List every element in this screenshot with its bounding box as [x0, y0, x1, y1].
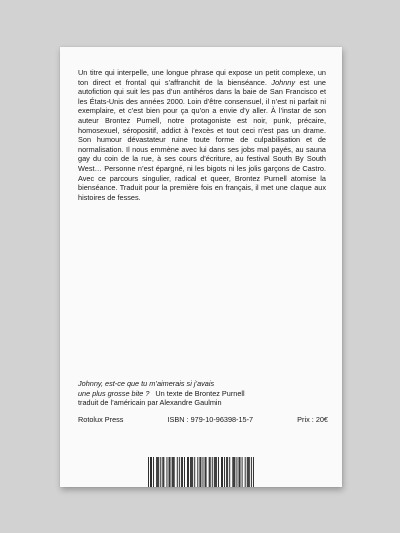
- barcode-bar: [163, 457, 164, 487]
- book-credits-line-2: [78, 389, 328, 399]
- publisher-name: Rotolux Press: [78, 415, 124, 424]
- barcode-bar: [249, 457, 250, 487]
- barcode-bar: [192, 457, 193, 487]
- barcode-bar: [216, 457, 217, 487]
- barcode-bar: [253, 457, 254, 487]
- barcode-bar: [221, 457, 222, 487]
- book-title-line-2: une plus grosse bite ?: [78, 388, 150, 398]
- barcode-bar: [162, 457, 163, 487]
- barcode-bar: [215, 457, 216, 487]
- barcode-bar: [218, 457, 219, 487]
- isbn-number: ISBN : 979-10-96398-15-7: [167, 415, 254, 424]
- barcode-bar: [179, 457, 180, 487]
- barcode-bar: [245, 457, 246, 487]
- barcode-bar: [151, 457, 152, 487]
- barcode-bar: [242, 457, 243, 487]
- barcode-bar: [188, 457, 189, 487]
- author-credit: Un texte de Brontez Purnell: [155, 388, 245, 398]
- barcode-bar: [169, 457, 170, 487]
- barcode-bar: [148, 457, 149, 487]
- barcode-bar: [156, 457, 157, 487]
- translation-credit: traduit de l’américain par Alexandre Gaulmin: [78, 398, 222, 408]
- barcode-bar: [232, 457, 233, 487]
- barcode-bar: [205, 457, 206, 487]
- barcode-bar: [184, 457, 185, 487]
- barcode-bar: [172, 457, 173, 487]
- barcode-bar: [191, 457, 192, 487]
- barcode-icon: [148, 457, 254, 487]
- barcode-bar: [239, 457, 240, 487]
- barcode-bar: [203, 457, 204, 487]
- barcode-bar: [170, 457, 171, 487]
- blurb-title-italic: Johnny: [271, 77, 296, 87]
- barcode-bar: [160, 457, 161, 487]
- barcode-bar: [174, 457, 175, 487]
- barcode-bar: [190, 457, 191, 487]
- barcode-bar: [229, 457, 230, 487]
- blurb-text: [78, 68, 326, 202]
- barcode-bar: [173, 457, 174, 487]
- barcode-bar: [167, 457, 168, 487]
- barcode-bar: [197, 457, 198, 487]
- barcode-bar: [237, 457, 238, 487]
- barcode-bar: [182, 457, 183, 487]
- barcode-bar: [240, 457, 241, 487]
- book-credits: [78, 379, 328, 408]
- book-back-cover: [60, 47, 342, 487]
- barcode-bar: [210, 457, 211, 487]
- barcode-bar: [212, 457, 213, 487]
- barcode-bar: [194, 457, 195, 487]
- barcode-bar: [234, 457, 235, 487]
- barcode-bar: [209, 457, 210, 487]
- barcode-bar: [222, 457, 223, 487]
- barcode-bar: [233, 457, 234, 487]
- barcode-bar: [150, 457, 151, 487]
- barcode-bar: [226, 457, 227, 487]
- barcode-bar: [200, 457, 201, 487]
- blurb-intro: Un titre qui interpelle, une longue phrase qui expose un petit complexe, un ton direct et frontal qui s’affranchit de la bienséance.: [78, 68, 326, 87]
- barcode-bar: [206, 457, 207, 487]
- barcode-bar: [157, 457, 158, 487]
- price-label: Prix : 20€: [297, 415, 328, 424]
- barcode-bar: [224, 457, 225, 487]
- barcode-bar: [177, 457, 178, 487]
- book-title-line-1: Johnny, est-ce que tu m’aimerais si j’avais: [78, 379, 215, 388]
- barcode-bar: [227, 457, 228, 487]
- barcode-bar: [199, 457, 200, 487]
- barcode-bar: [187, 457, 188, 487]
- barcode-bar: [153, 457, 154, 487]
- barcode-bar: [248, 457, 249, 487]
- barcode-bar: [251, 457, 252, 487]
- barcode-bar: [214, 457, 215, 487]
- publication-info: [78, 415, 328, 424]
- blurb-body: est une autofiction qui suit les pas d’un antihéros dans la baie de San Francisco et les États-Unis des années 2000. Loin d’être consensuel, il n’est ni parfait ni exemplaire, et c’est bien pour ça qu’on a envie d’y aller. À l’instar de son auteur Brontez Purnell, notre protagoniste est noir, punk, précaire, homosexuel, séropositif, addict à l’excès et tout ceci n’est pas un drame. Son humour dévastateur ruine toute forme de culpabilisation et de normalisation. Il nous emmène avec lui dans ses jobs mal payés, au sauna gay du coin de la rue, à ses cours d’écriture, au festival South By South West… Personne n’est épargné, ni les bigots ni les jolis garçons de Castro. Avec ce parcours singulier, radical et queer, Brontez Purnell atomise la bienséance. Traduit pour la première fois en français, il met une claque aux histoires de fesses.: [78, 77, 326, 202]
- barcode-bar: [247, 457, 248, 487]
- barcode-bar: [181, 457, 182, 487]
- barcode-bar: [158, 457, 159, 487]
